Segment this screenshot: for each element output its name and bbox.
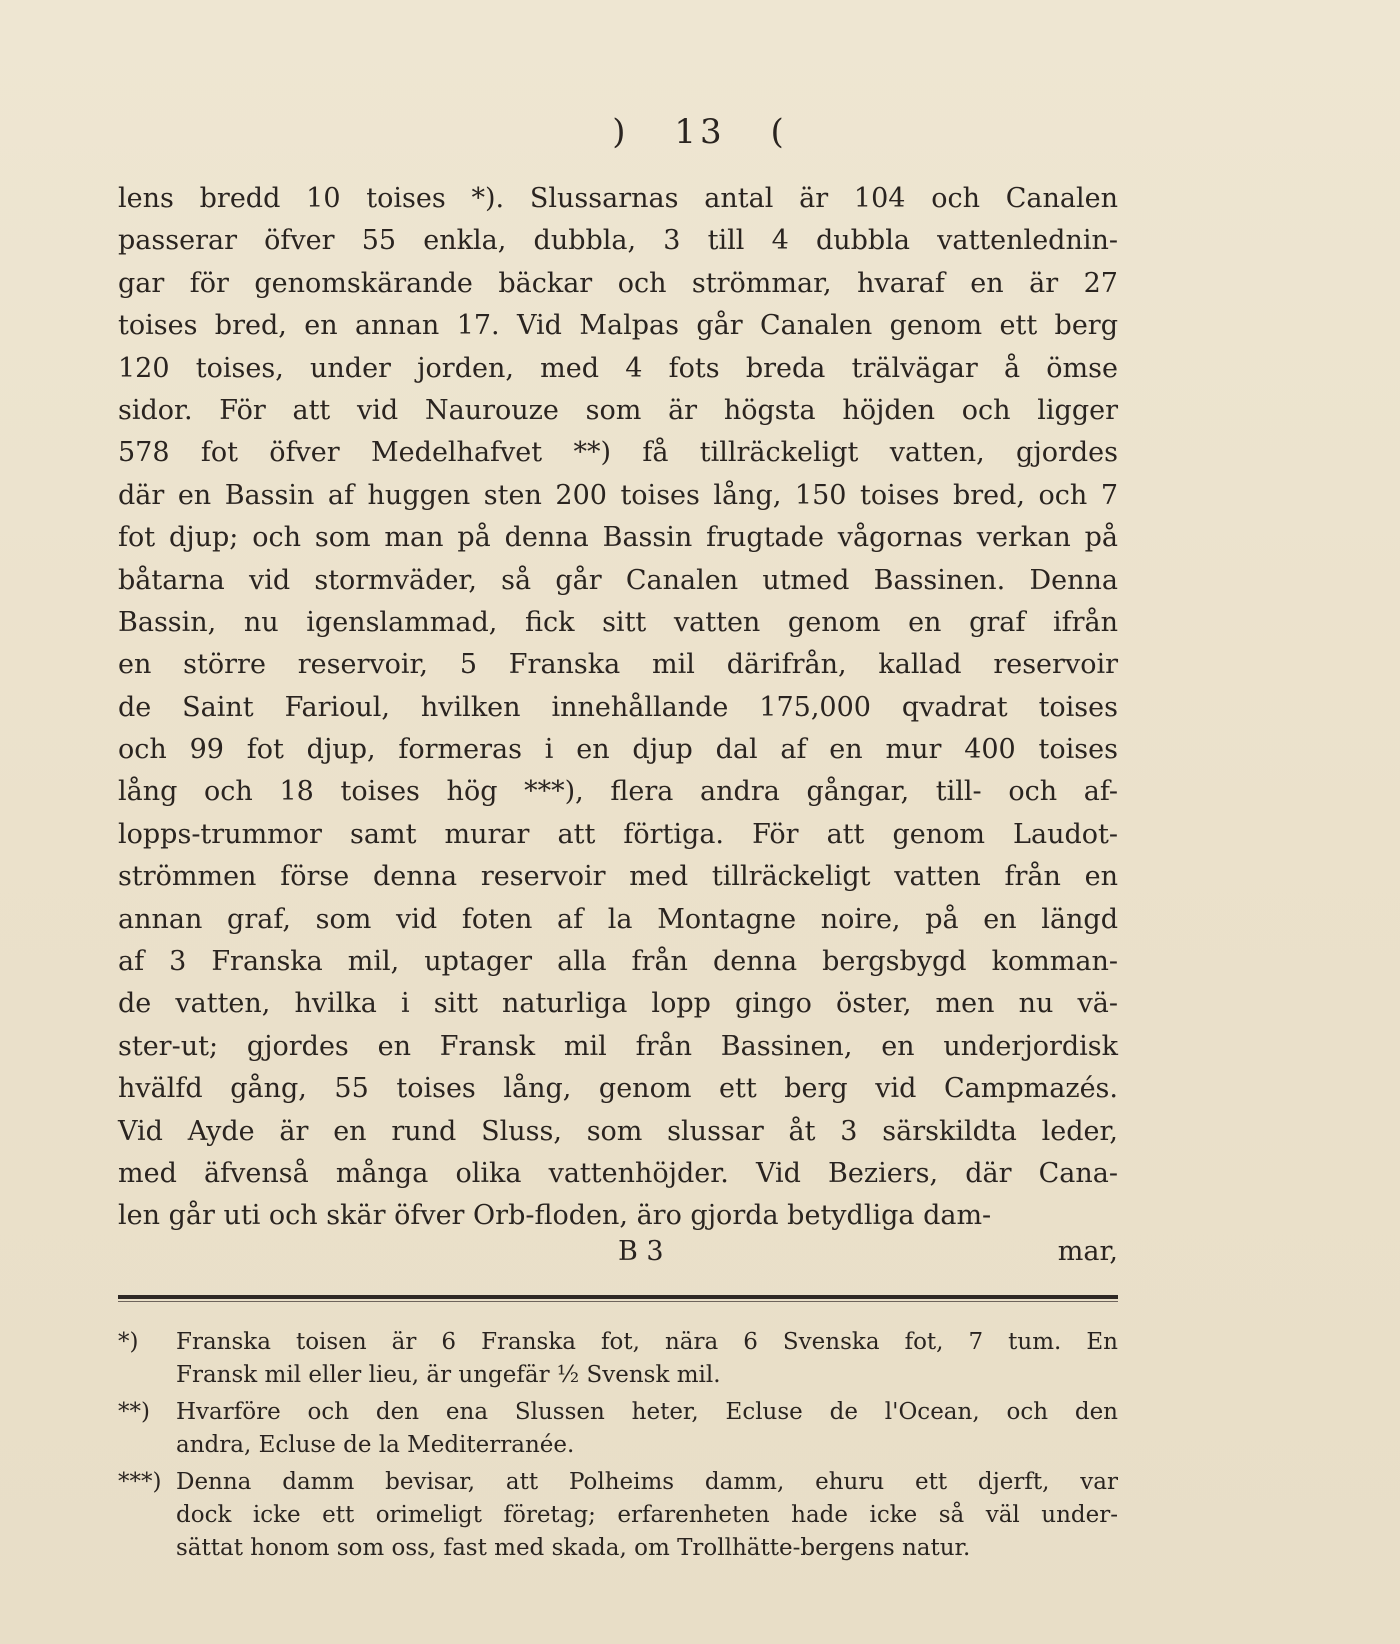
body-line: en större reservoir, 5 Franska mil därifrån, kallad reservoir: [118, 649, 1118, 681]
footnote-rule-thin: [118, 1301, 1118, 1302]
footnote-line: andra, Ecluse de la Mediterranée.: [176, 1432, 575, 1458]
body-line: passerar öfver 55 enkla, dubbla, 3 till 4 dubbla vattenlednin-: [118, 225, 1118, 257]
body-line: och 99 fot djup, formeras i en djup dal af en mur 400 toises: [118, 734, 1118, 766]
footnote: [118, 1396, 1118, 1462]
body-line: hvälfd gång, 55 toises lång, genom ett berg vid Campmazés.: [118, 1073, 1118, 1105]
page-header: [0, 112, 1400, 152]
body-line: gar för genomskärande bäckar och strömmar, hvaraf en är 27: [118, 267, 1118, 299]
footnote: [118, 1466, 1118, 1565]
body-line: toises bred, en annan 17. Vid Malpas går Canalen genom ett berg: [118, 310, 1118, 342]
body-line: de Saint Farioul, hvilken innehållande 175,000 qvadrat toises: [118, 691, 1118, 723]
body-line: strömmen förse denna reservoir med tillräckeligt vatten från en: [118, 861, 1118, 893]
body-line: sidor. För att vid Naurouze som är högsta höjden och ligger: [118, 394, 1118, 426]
footnote-line: Fransk mil eller lieu, är ungefär ½ Svensk mil.: [176, 1362, 721, 1388]
body-line: lens bredd 10 toises *). Slussarnas antal är 104 och Canalen: [118, 183, 1118, 214]
catchword: mar,: [1057, 1236, 1118, 1267]
footnote-line: Hvarföre och den ena Slussen heter, Ecluse de l'Ocean, och den: [176, 1399, 1118, 1425]
body-line: med äfvenså många olika vattenhöjder. Vid Beziers, där Cana-: [118, 1157, 1118, 1189]
signature-mark: B 3: [618, 1236, 664, 1267]
body-line: Bassin, nu igenslammad, fick sitt vatten genom en graf ifrån: [118, 606, 1118, 638]
body-text: [118, 178, 1118, 1238]
footnote-mark: **): [118, 1399, 150, 1425]
catchline: [118, 1236, 1118, 1276]
body-line: de vatten, hvilka i sitt naturliga lopp gingo öster, men nu vä-: [118, 988, 1118, 1020]
body-line: len går uti och skär öfver Orb-floden, äro gjorda betydliga dam-: [118, 1200, 992, 1232]
footnote-rule: [118, 1295, 1118, 1299]
footnote-mark: *): [118, 1329, 139, 1355]
page-number: 13: [674, 112, 726, 152]
footnote-line: Denna damm bevisar, att Polheims damm, ehuru ett djerft, var: [176, 1469, 1118, 1495]
footnote-mark: ***): [118, 1469, 162, 1495]
body-line: båtarna vid stormväder, så går Canalen utmed Bassinen. Denna: [118, 564, 1118, 596]
body-line: lopps-trummor samt murar att förtiga. För att genom Laudot-: [118, 818, 1118, 850]
body-line: af 3 Franska mil, uptager alla från denna bergsbygd komman-: [118, 946, 1118, 978]
body-line: 578 fot öfver Medelhafvet **) få tillräckeligt vatten, gjordes: [118, 437, 1118, 469]
body-line: Vid Ayde är en rund Sluss, som slussar åt 3 särskildta leder,: [118, 1115, 1118, 1147]
footnote-line: dock icke ett orimeligt företag; erfarenheten hade icke så väl under-: [176, 1502, 1118, 1528]
body-line: ster-ut; gjordes en Fransk mil från Bassinen, en underjordisk: [118, 1030, 1118, 1062]
header-left-bracket: ): [612, 112, 630, 152]
body-line: 120 toises, under jorden, med 4 fots breda trälvägar å ömse: [118, 352, 1118, 384]
body-line: lång och 18 toises hög ***), flera andra gångar, till- och af-: [118, 776, 1118, 808]
footnote-line: Franska toisen är 6 Franska fot, nära 6 Svenska fot, 7 tum. En: [176, 1329, 1118, 1355]
body-line: annan graf, som vid foten af la Montagne noire, på en längd: [118, 903, 1118, 935]
header-right-bracket: (: [770, 112, 788, 152]
body-line: fot djup; och som man på denna Bassin frugtade vågornas verkan på: [118, 522, 1118, 554]
footnote: [118, 1326, 1118, 1392]
footnotes: [118, 1326, 1118, 1565]
body-line: där en Bassin af huggen sten 200 toises lång, 150 toises bred, och 7: [118, 479, 1118, 511]
footnote-line: sättat honom som oss, fast med skada, om Trollhätte-bergens natur.: [176, 1535, 971, 1561]
